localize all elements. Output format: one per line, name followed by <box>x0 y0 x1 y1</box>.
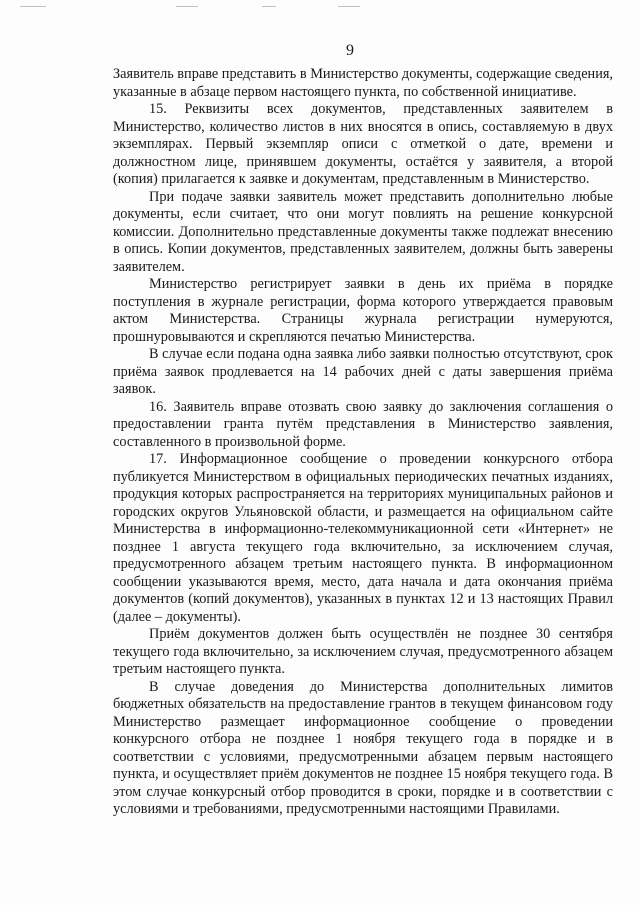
paragraph-additional-documents: При подаче заявки заявитель может представить дополнительно любые документы, если считает, что они могут повлиять на решение конкурсной комиссии. Дополнительно представленные документы также подлежат внесению в опись. Копии документов, представленных заявителем, должны быть заверены заявителем. <box>113 188 613 275</box>
paragraph-16-withdrawal: 16. Заявитель вправе отозвать свою заявку до заключения соглашения о предоставлении гранта путём представления в Министерство заявления, составленного в произвольной форме. <box>113 398 613 450</box>
paragraph-deadline: Приём документов должен быть осуществлён не позднее 30 сентября текущего года включительно, за исключением случая, предусмотренного абзацем третьим настоящего пункта. <box>113 626 613 677</box>
paragraph-15-inventory: 15. Реквизиты всех документов, представленных заявителем в Министерство, количество листов в них вносятся в опись, составляемую в двух экземплярах. Первый экземпляр описи с отметкой о дате, времени и должностном лице, принявшем документы, остаётся у заявителя, а второй (копия) прилагается к заявке и документам, представленным в Министерство. <box>113 101 613 187</box>
paragraph-registration: Министерство регистрирует заявки в день их приёма в порядке поступления в журнале регистрации, форма которого утверждается правовым актом Министерства. Страницы журнала регистрации нумеруются, прошнуровываются и скрепляются печатью Министерства. <box>113 276 613 345</box>
scan-artifact <box>20 6 46 7</box>
document-body <box>113 66 613 819</box>
scan-artifact <box>338 6 360 7</box>
paragraph-additional-limits: В случае доведения до Министерства дополнительных лимитов бюджетных обязательств на предоставление грантов в текущем финансовом году Министерство размещает информационное сообщение о проведении конкурсного отбора не позднее 1 ноября текущего года в порядке и в соответствии с условиями, предусмотренными абзацем первым настоящего пункта, и осуществляет приём документов не позднее 15 ноября текущего года. В этом случае конкурсный отбор проводится в сроки, порядке и в соответствии с условиями и требованиями, предусмотренными настоящими Правилами. <box>113 678 613 817</box>
paragraph-extension: В случае если подана одна заявка либо заявки полностью отсутствуют, срок приёма заявок продлевается на 14 рабочих дней с даты завершения приёма заявок. <box>113 346 613 397</box>
paragraph-17-announcement: 17. Информационное сообщение о проведении конкурсного отбора публикуется Министерством в официальных периодических печатных изданиях, продукция которых распространяется на территориях муниципальных районов и городских округов Ульяновской области, и размещается на официальном сайте Министерства в информационно-телекоммуникационной сети «Интернет» не позднее 1 августа текущего года включительно, за исключением случая, предусмотренного абзацем третьим настоящего пункта. В информационном сообщении указываются время, место, дата начала и дата окончания приёма документов (копий документов), указанных в пунктах 12 и 13 настоящих Правил (далее – документы). <box>113 451 613 625</box>
scan-artifact <box>176 6 198 7</box>
paragraph-initiative: Заявитель вправе представить в Министерство документы, содержащие сведения, указанные в абзаце первом настоящего пункта, по собственной инициативе. <box>113 66 613 100</box>
page-number: 9 <box>346 42 354 59</box>
scan-artifact <box>262 6 276 7</box>
